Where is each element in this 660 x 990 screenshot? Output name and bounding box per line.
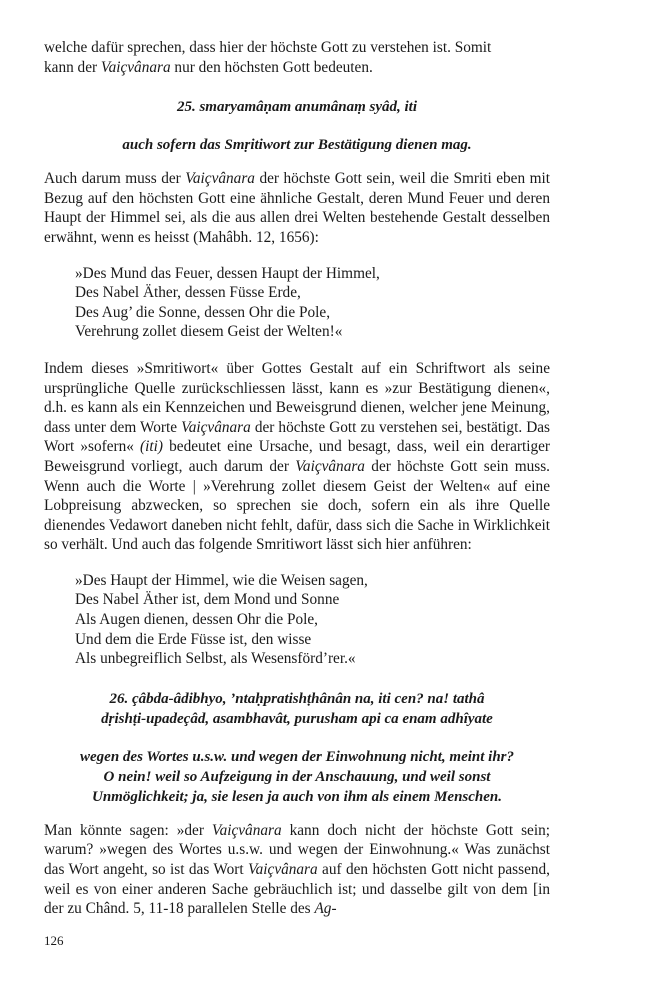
verse-quote-2 bbox=[75, 571, 550, 669]
term-ag: Ag- bbox=[314, 900, 337, 918]
verse-line: »Des Haupt der Himmel, wie die Weisen sagen, bbox=[75, 571, 368, 589]
sutra-26-translation-line: wegen des Wortes u.s.w. und wegen der Einwohnung nicht, meint ihr? bbox=[80, 748, 514, 765]
term-vaicvanara: Vaiçvânara bbox=[185, 170, 255, 188]
verse-line: Und dem die Erde Füsse ist, den wisse bbox=[75, 630, 312, 648]
term-iti: (iti) bbox=[140, 438, 163, 456]
paragraph-3 bbox=[44, 821, 550, 919]
paragraph-text: Man könnte sagen: »der bbox=[44, 821, 212, 839]
intro-text: nur den höchsten Gott bedeuten. bbox=[170, 58, 373, 76]
verse-line: Als unbegreiflich Selbst, als Wesensförd’rer.« bbox=[75, 650, 356, 668]
intro-line-1: welche dafür sprechen, dass hier der höchste Gott zu verstehen ist. Somit bbox=[44, 39, 492, 56]
term-vaicvanara: Vaiçvânara bbox=[100, 58, 171, 76]
term-vaicvanara: Vaiçvânara bbox=[295, 457, 365, 475]
page-body bbox=[44, 38, 550, 919]
term-vaicvanara: Vaiçvânara bbox=[211, 821, 282, 839]
verse-line: Des Aug’ die Sonne, dessen Ohr die Pole, bbox=[75, 303, 331, 321]
verse-line: Des Nabel Äther, dessen Füsse Erde, bbox=[75, 284, 301, 302]
verse-quote-1 bbox=[75, 264, 550, 342]
paragraph-text: der höchste Gott zu verstehen sei, bestätigt. Das Wort »sofern« bbox=[44, 418, 550, 456]
term-vaicvanara: Vaiçvânara bbox=[247, 861, 318, 879]
term-vaicvanara: Vaiçvânara bbox=[181, 418, 251, 436]
paragraph-text: kann doch nicht der höchste Gott sein; warum? »wegen des Wortes u.s.w. und wegen der Einwohnung.« Was zunächst das Wort angeht, so ist das Wort bbox=[44, 821, 550, 879]
verse-line: »Des Mund das Feuer, dessen Haupt der Himmel, bbox=[75, 264, 380, 282]
sutra-26-translation-line: O nein! weil so Aufzeigung in der Anschauung, und weil sonst bbox=[103, 768, 491, 785]
verse-line: Des Nabel Äther ist, dem Mond und Sonne bbox=[75, 591, 340, 609]
sutra-25-translation: auch sofern das Smṛitiwort zur Bestätigung dienen mag. bbox=[122, 137, 472, 154]
verse-line: Verehrung zollet diesem Geist der Welten!« bbox=[75, 323, 343, 341]
paragraph-text: Auch darum muss der bbox=[44, 170, 186, 188]
sutra-25-title: 25. smaryamâṇam anumânaṃ syâd, iti bbox=[176, 99, 418, 116]
paragraph-text: der höchste Gott sein, weil die Smriti eben mit Bezug auf den höchsten Gott eine ähnliche Gestalt, deren Mund Feuer und deren Haupt der Himmel sei, als die aus allen drei Welten bestehende Gestalt desselben erwähnt, wenn es heisst (Mahâbh. 12, 1656): bbox=[44, 170, 550, 246]
paragraph-text: bedeutet eine Ursache, und besagt, dass, weil ein derartiger Beweisgrund vorliegt, auch darum der bbox=[44, 438, 550, 475]
intro-text: kann der bbox=[44, 58, 101, 76]
page-number: 126 bbox=[44, 933, 64, 948]
sutra-26-title-line: 26. çâbda-âdibhyo, ’ntaḥpratishṭhânân na, iti cen? na! tathâ bbox=[109, 690, 485, 707]
sutra-26-translation bbox=[44, 747, 550, 807]
paragraph-text: Indem dieses »Smritiwort« über Gottes Gestalt auf ein Schriftwort als seine ursprüngliche Quelle zurückschliessen lässt, kann es »zur Bestätigung dienen«, d.h. es kann als ein Kennzeichen und Beweisgrund dienen, welcher jene Meinung, dass unter dem Worte bbox=[44, 359, 550, 436]
sutra-26-translation-line: Unmöglichkeit; ja, sie lesen ja auch von ihm als einem Menschen. bbox=[91, 788, 503, 805]
sutra-26-title bbox=[44, 689, 550, 729]
intro-paragraph bbox=[44, 38, 550, 77]
paragraph-2 bbox=[44, 359, 550, 555]
paragraph-text: auf den höchsten Gott nicht passend, weil es von einer anderen Sache gebräuchlich ist; und dasselbe gilt von dem [in der zu Chând. 5, 11-18 parallelen Stelle des bbox=[44, 861, 551, 918]
verse-line: Als Augen dienen, dessen Ohr die Pole, bbox=[75, 611, 319, 629]
sutra-26-title-line: dṛishṭi-upadeçâd, asambhavât, purusham api ca enam adhîyate bbox=[101, 710, 493, 727]
paragraph-1 bbox=[44, 169, 550, 247]
paragraph-text: der höchste Gott sein muss. Wenn auch die Worte | »Verehrung zollet diesem Geist der Welten« auf eine Lobpreisung abzwecken, so sprechen sie doch, sofern ein als ihre Quelle dienendes Vedawort daneben nicht fehlt, dafür, dass sich die Sache in Wirklichkeit so verhält. Und auch das folgende Smritiwort lässt sich hier anführen: bbox=[44, 457, 551, 554]
